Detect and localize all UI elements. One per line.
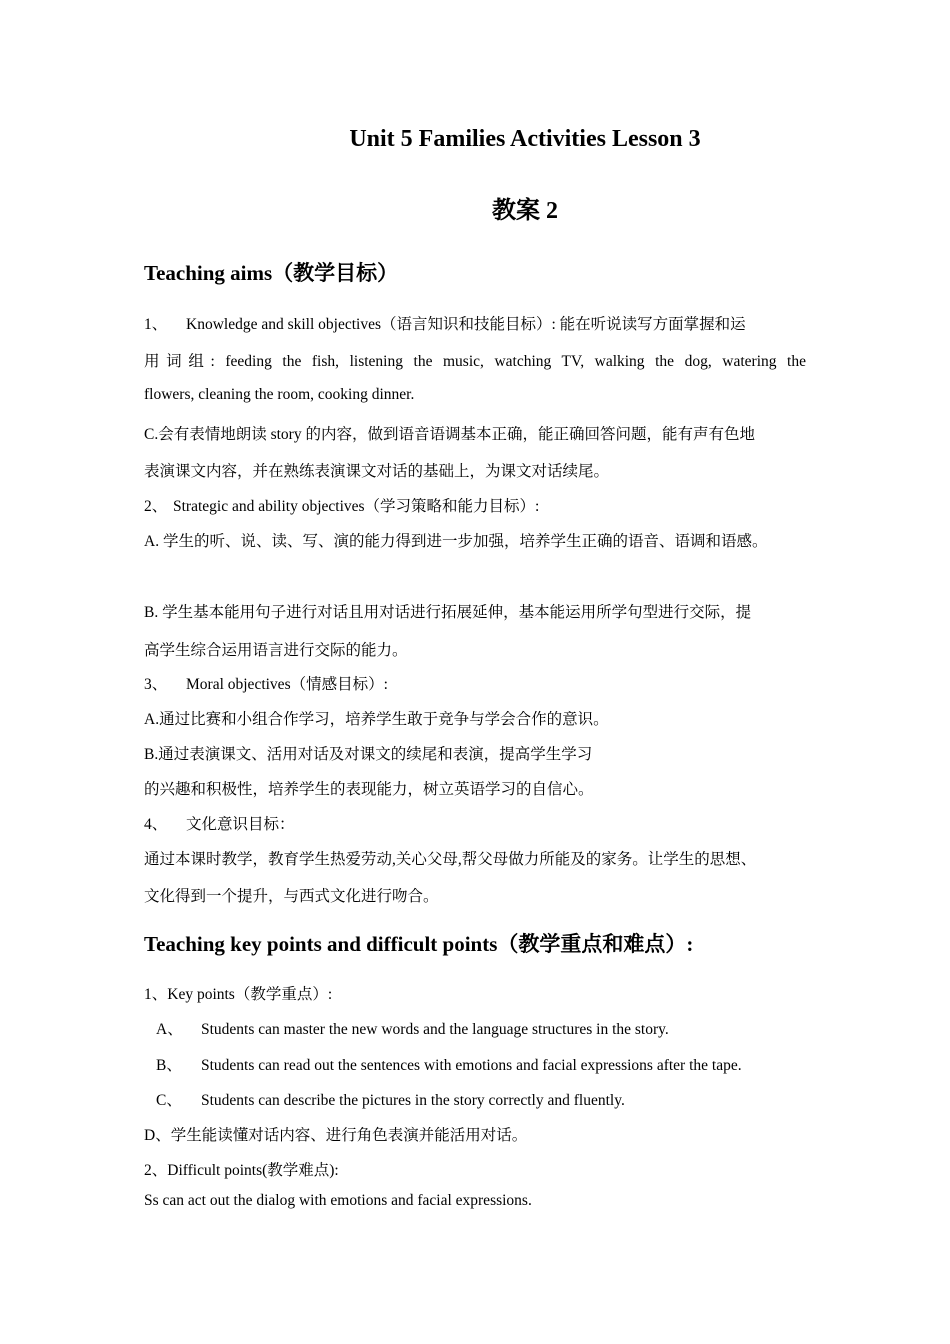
- objective-1-c-line-1: C.会有表情地朗读 story 的内容，做到语音语调基本正确，能正确回答问题，能有声有色地: [144, 426, 755, 443]
- objective-1-number: 1、: [144, 316, 168, 333]
- objective-3-number: 3、: [144, 676, 168, 693]
- objective-3-a: A.通过比赛和小组合作学习，培养学生敢于竞争与学会合作的意识。: [144, 711, 609, 728]
- section-heading-key-points: Teaching key points and difficult points（教学重点和难点）:: [144, 932, 694, 956]
- objective-4-line-1: 通过本课时教学，教育学生热爱劳动,关心父母,帮父母做力所能及的家务。让学生的思想、: [144, 851, 757, 868]
- objective-4-number: 4、: [144, 816, 168, 833]
- objective-1-line-2: 用词组: feeding the fish, listening the music, watching TV, walking the dog, watering the: [144, 353, 806, 370]
- objective-1-c-line-2: 表演课文内容，并在熟练表演课文对话的基础上，为课文对话续尾。: [144, 463, 610, 480]
- key-point-a: [156, 1017, 669, 1039]
- objective-1-line-3: flowers, cleaning the room, cooking dinner.: [144, 386, 415, 403]
- key-points-title: 1、Key points（教学重点）:: [144, 986, 333, 1003]
- difficult-points-title: 2、Difficult points(教学难点):: [144, 1162, 339, 1179]
- objective-2-a: A. 学生的听、说、读、写、演的能力得到进一步加强，培养学生正确的语音、语调和语感。: [144, 533, 768, 550]
- key-point-d: D、学生能读懂对话内容、进行角色表演并能活用对话。: [144, 1127, 528, 1144]
- objective-3-b-line-1: B.通过表演课文、活用对话及对课文的续尾和表演，提高学生学习: [144, 746, 593, 763]
- key-point-c: [156, 1088, 625, 1110]
- key-point-a-text: Students can master the new words and the language structures in the story.: [201, 1021, 669, 1038]
- objective-3-b-line-2: 的兴趣和积极性，培养学生的表现能力，树立英语学习的自信心。: [144, 781, 594, 798]
- objective-1-title-row: [144, 312, 746, 334]
- key-point-b-text: Students can read out the sentences with emotions and facial expressions after the tape.: [201, 1057, 742, 1074]
- objective-2-title: Strategic and ability objectives（学习策略和能力目标）:: [173, 498, 540, 515]
- key-point-a-label: A、: [156, 1021, 183, 1038]
- key-point-c-text: Students can describe the pictures in the story correctly and fluently.: [201, 1092, 625, 1109]
- key-point-b: [156, 1053, 742, 1075]
- document-title: Unit 5 Families Activities Lesson 3: [349, 126, 701, 152]
- key-point-b-label: B、: [156, 1057, 182, 1074]
- objective-4-title: 文化意识目标：: [186, 816, 295, 833]
- document-subtitle: 教案 2: [492, 198, 558, 224]
- objective-2-number: 2、: [144, 498, 168, 515]
- objective-4-line-2: 文化得到一个提升，与西式文化进行吻合。: [144, 888, 439, 905]
- difficult-point-text: Ss can act out the dialog with emotions and facial expressions.: [144, 1192, 532, 1209]
- objective-3-title: Moral objectives（情感目标）:: [186, 676, 388, 693]
- section-heading-aims: Teaching aims（教学目标）: [144, 261, 399, 285]
- objective-1-title: Knowledge and skill objectives（语言知识和技能目标）: 能在听说读写方面掌握和运: [186, 316, 746, 333]
- objective-2-b-line-2: 高学生综合运用语言进行交际的能力。: [144, 642, 408, 659]
- objective-2-b-line-1: B. 学生基本能用句子进行对话且用对话进行拓展延伸，基本能运用所学句型进行交际，提: [144, 604, 752, 621]
- objective-4-title-row: [144, 812, 295, 834]
- objective-3-title-row: [144, 672, 388, 694]
- key-point-c-label: C、: [156, 1092, 182, 1109]
- objective-2-title-row: [144, 494, 539, 516]
